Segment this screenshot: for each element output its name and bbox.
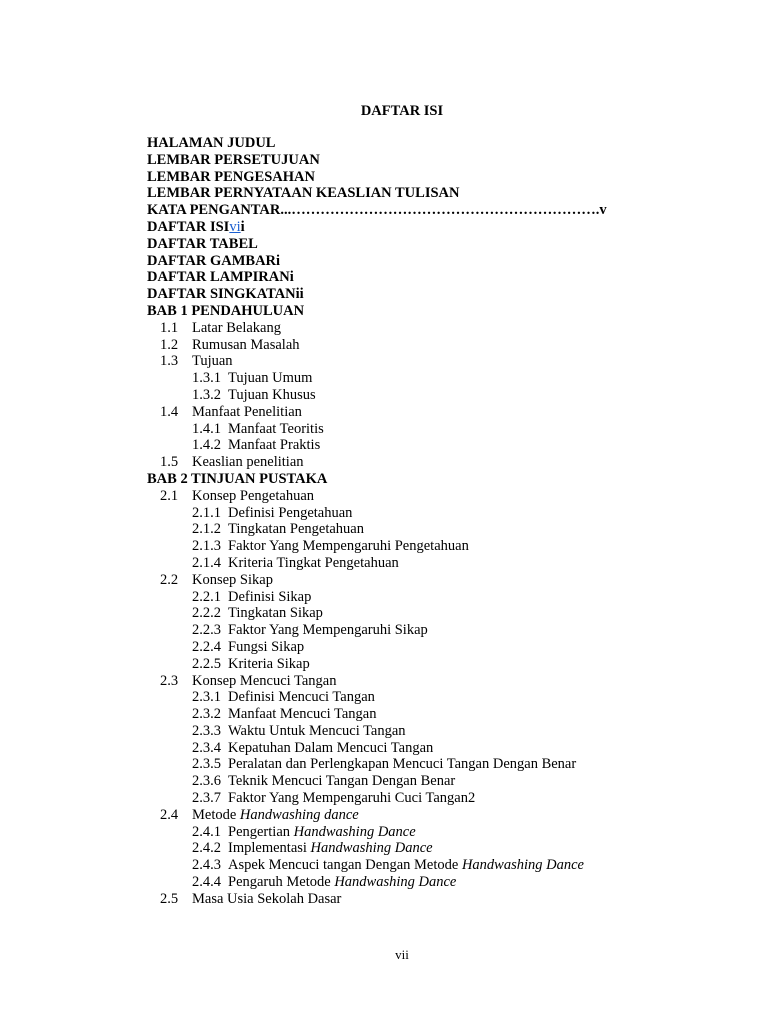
toc-entry-text: Waktu Untuk Mencuci Tangan (228, 722, 406, 739)
toc-entry-number: 2.3.5 (192, 756, 221, 773)
toc-entry-1-5 (147, 454, 667, 471)
toc-entry-text: Konsep Pengetahuan (192, 487, 315, 504)
toc-entry-2-4-4 (147, 874, 667, 891)
toc-halaman-judul: HALAMAN JUDUL (147, 135, 276, 151)
toc-entry-text: Metode (192, 806, 240, 823)
toc-entry-number: 1.4.2 (192, 437, 221, 454)
toc-entry-number: 1.3.1 (192, 370, 221, 387)
toc-entry-number: 2.2 (160, 571, 179, 588)
toc-lembar-pengesahan: LEMBAR PENGESAHAN (147, 168, 315, 185)
toc-entry-number: 1.1 (160, 319, 179, 336)
toc-entry-text: Peralatan dan Perlengkapan Mencuci Tangan Dengan Benar (228, 756, 577, 773)
toc-entry-2-4 (147, 807, 667, 824)
toc-entry-text: Tujuan (192, 353, 233, 370)
toc-entry-2-1 (147, 488, 667, 505)
toc-entry-2-2-1 (147, 589, 667, 606)
toc-entry-number: 2.4.1 (192, 823, 221, 840)
toc-entry-text: Teknik Mencuci Tangan Dengan Benar (228, 773, 456, 790)
toc-entry-2-2-5 (147, 656, 667, 673)
toc-entry-number: 2.2.4 (192, 638, 221, 655)
toc-entry-text: Pengertian (228, 823, 294, 840)
toc-daftar-singkatan: DAFTAR SINGKATANii (147, 286, 304, 303)
toc-entry-number: 2.4 (160, 806, 179, 823)
toc-entry-number: 1.2 (160, 336, 179, 353)
toc-entry-italic-text: Handwashing Dance (334, 874, 457, 891)
toc-entry-text: Definisi Pengetahuan (228, 504, 353, 521)
toc-entry-number: 2.4.3 (192, 857, 221, 874)
toc-entry-number: 2.2.1 (192, 588, 221, 605)
toc-entry-2-3-2 (147, 706, 667, 723)
toc-entry-2-2 (147, 572, 667, 589)
toc-entry-number: 2.1.4 (192, 554, 221, 571)
toc-entry-2-3-5 (147, 756, 667, 773)
toc-entry-number: 2.2.3 (192, 622, 221, 639)
toc-entry-text: Manfaat Teoritis (228, 420, 324, 437)
toc-entry-text: Kriteria Tingkat Pengetahuan (228, 554, 399, 571)
toc-entry-italic-text: Handwashing dance (239, 806, 359, 823)
toc-entry-text: Definisi Sikap (228, 588, 312, 605)
toc-entry-text: Tingkatan Sikap (228, 605, 323, 622)
toc-entry-text: Masa Usia Sekolah Dasar (192, 890, 342, 907)
toc-entry-text: Kriteria Sikap (228, 655, 310, 672)
toc-entry-2-2-2 (147, 605, 667, 622)
toc-lembar-persetujuan: LEMBAR PERSETUJUAN (147, 151, 320, 168)
toc-lembar-pernyataan: LEMBAR PERNYATAAN KEASLIAN TULISAN (147, 185, 460, 202)
toc-entry-text: Faktor Yang Mempengaruhi Pengetahuan (228, 538, 469, 555)
toc-daftar-gambar: DAFTAR GAMBARi (147, 252, 281, 269)
toc-daftar-lampiran: DAFTAR LAMPIRANi (147, 269, 294, 286)
toc-entry-2-3-4 (147, 740, 667, 757)
toc-bab2-title: BAB 2 TINJUAN PUSTAKA (147, 470, 328, 487)
toc-entry-text: Kepatuhan Dalam Mencuci Tangan (228, 739, 434, 756)
toc-entry-number: 2.1.3 (192, 538, 221, 555)
toc-entry-number: 1.3 (160, 353, 179, 370)
toc-entry-text: Tingkatan Pengetahuan (228, 521, 364, 538)
toc-entry-number: 1.4.1 (192, 420, 221, 437)
toc-entry-1-4 (147, 404, 667, 421)
toc-entry-2-2-4 (147, 639, 667, 656)
page-number: vii (395, 947, 409, 962)
toc-entry-text: Manfaat Penelitian (192, 403, 302, 420)
toc-entry-2-1-1 (147, 505, 667, 522)
toc-entry-2-3-3 (147, 723, 667, 740)
toc-entry-text: Pengaruh Metode (228, 874, 335, 891)
toc-entry-number: 2.3.3 (192, 722, 221, 739)
toc-entry-number: 2.3 (160, 672, 179, 689)
table-of-contents (147, 135, 667, 908)
toc-entry-2-1-2 (147, 521, 667, 538)
toc-entry-text: Manfaat Mencuci Tangan (228, 706, 377, 723)
toc-entry-number: 2.3.7 (192, 790, 221, 807)
toc-entry-2-3-6 (147, 773, 667, 790)
toc-entry-2-2-3 (147, 622, 667, 639)
toc-entry-text: Faktor Yang Mempengaruhi Cuci Tangan2 (228, 790, 476, 807)
toc-entry-number: 2.2.2 (192, 605, 221, 622)
toc-entry-text: Latar Belakang (192, 319, 281, 336)
toc-entry-italic-text: Handwashing Dance (293, 823, 416, 840)
toc-entry-number: 1.3.2 (192, 386, 221, 403)
toc-kata-pengantar: KATA PENGANTAR...……………………………………………………….v (147, 202, 607, 219)
toc-entry-2-1-3 (147, 538, 667, 555)
toc-entry-text: Fungsi Sikap (228, 638, 305, 655)
toc-entry-1-3-1 (147, 370, 667, 387)
toc-entry-text: Konsep Sikap (192, 571, 273, 588)
toc-daftar-isi (147, 219, 667, 236)
toc-entry-2-4-1 (147, 824, 667, 841)
toc-entry-2-5 (147, 891, 667, 908)
toc-entry-2-1-4 (147, 555, 667, 572)
toc-entry-number: 1.4 (160, 403, 179, 420)
toc-entry-text: Manfaat Praktis (228, 437, 321, 454)
toc-entry-2-4-3 (147, 857, 667, 874)
toc-entry-2-3-7 (147, 790, 667, 807)
toc-entry-1-3-2 (147, 387, 667, 404)
toc-entry-2-3 (147, 673, 667, 690)
toc-daftar-isi-page-link[interactable]: vi (229, 218, 241, 235)
toc-entry-italic-text: Handwashing Dance (310, 840, 433, 857)
toc-entry-1-4-1 (147, 421, 667, 438)
toc-entry-number: 2.2.5 (192, 655, 221, 672)
toc-entry-italic-text: Handwashing Dance (461, 857, 584, 874)
toc-entry-1-1 (147, 320, 667, 337)
toc-entry-number: 2.5 (160, 890, 179, 907)
toc-entry-number: 2.4.2 (192, 840, 221, 857)
toc-entry-text: Implementasi (228, 840, 311, 857)
toc-entry-1-4-2 (147, 437, 667, 454)
toc-entry-text: Tujuan Umum (228, 370, 313, 387)
toc-entry-1-3 (147, 353, 667, 370)
toc-entry-number: 1.5 (160, 454, 179, 471)
toc-entry-2-4-2 (147, 840, 667, 857)
toc-entry-text: Definisi Mencuci Tangan (228, 689, 375, 706)
toc-entry-number: 2.3.4 (192, 739, 221, 756)
toc-entry-number: 2.1 (160, 487, 179, 504)
toc-entry-text: Faktor Yang Mempengaruhi Sikap (228, 622, 428, 639)
toc-entry-number: 2.1.2 (192, 521, 221, 538)
toc-entry-2-3-1 (147, 689, 667, 706)
toc-entry-text: Tujuan Khusus (228, 386, 316, 403)
toc-entry-number: 2.3.1 (192, 689, 221, 706)
toc-entry-number: 2.3.6 (192, 773, 221, 790)
toc-entry-text: Rumusan Masalah (192, 336, 300, 353)
toc-entry-number: 2.1.1 (192, 504, 221, 521)
toc-daftar-isi-page-tail: i (240, 218, 245, 235)
toc-entry-text: Konsep Mencuci Tangan (192, 672, 337, 689)
toc-bab1-title: BAB 1 PENDAHULUAN (147, 302, 305, 319)
page-title: DAFTAR ISI (360, 103, 444, 119)
toc-entry-number: 2.4.4 (192, 874, 221, 891)
toc-daftar-tabel: DAFTAR TABEL (147, 235, 258, 252)
toc-entry-1-2 (147, 337, 667, 354)
toc-entry-number: 2.3.2 (192, 706, 221, 723)
toc-entry-text: Keaslian penelitian (192, 454, 304, 471)
toc-entry-text: Aspek Mencuci tangan Dengan Metode (228, 857, 462, 874)
toc-daftar-isi-label: DAFTAR ISI (147, 218, 230, 235)
